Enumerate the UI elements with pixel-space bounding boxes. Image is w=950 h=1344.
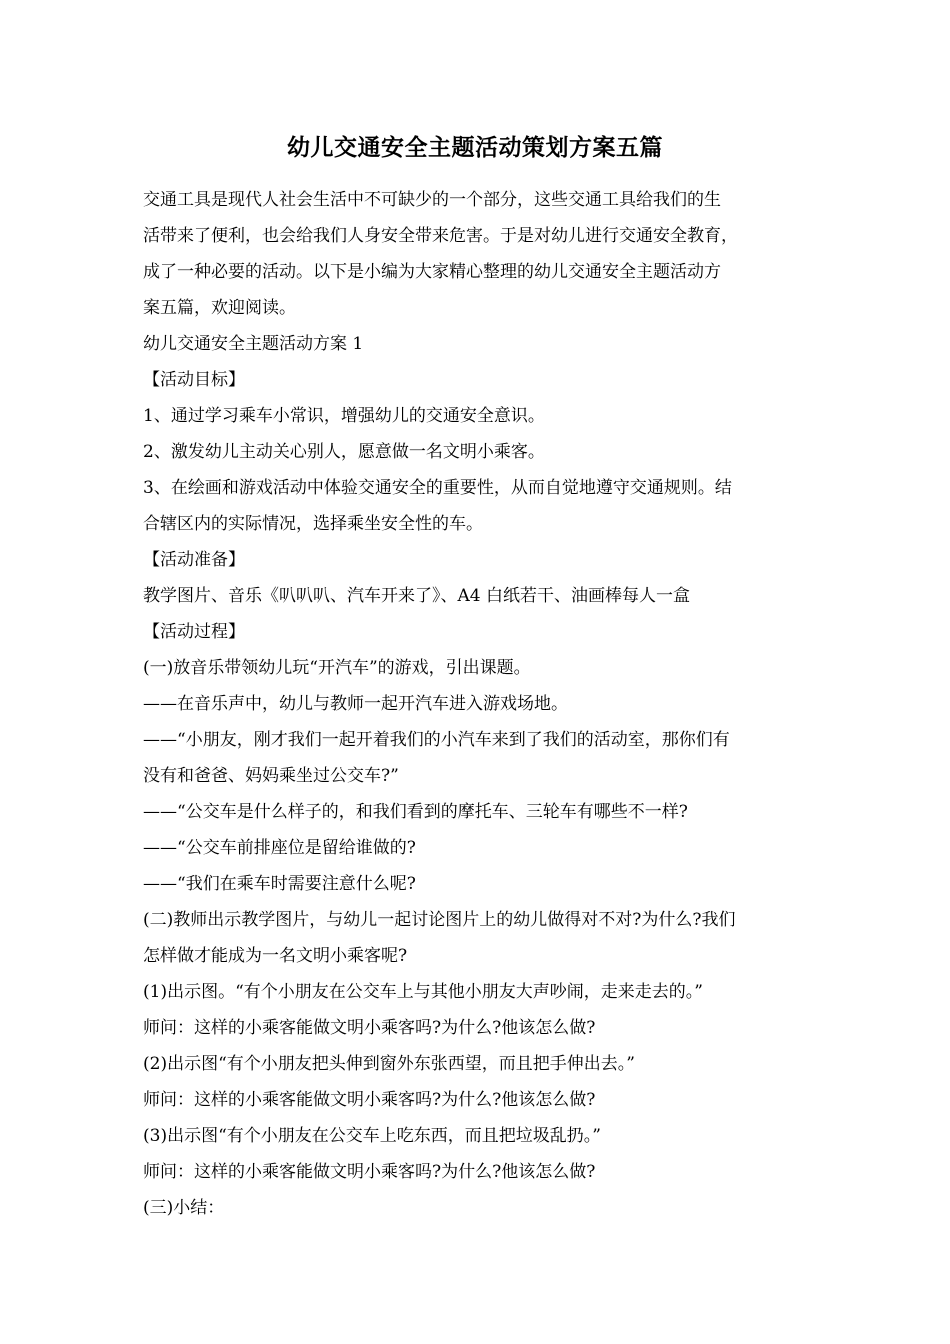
list-item: 2、激发幼儿主动关心别人，愿意做一名文明小乘客。 (143, 442, 545, 462)
paragraph-line: 活带来了便利，也会给我们人身安全带来危害。于是对幼儿进行交通安全教育， (143, 226, 738, 246)
paragraph-line: 师问：这样的小乘客能做文明小乘客吗?为什么?他该怎么做? (143, 1018, 596, 1038)
subsection-heading: 【活动过程】 (143, 622, 245, 642)
section-heading: 幼儿交通安全主题活动方案 1 (143, 334, 364, 354)
paragraph-line: ——“我们在乘车时需要注意什么呢? (143, 874, 416, 894)
paragraph-line: ——“公交车是什么样子的，和我们看到的摩托车、三轮车有哪些不一样? (143, 802, 688, 822)
document-body (143, 182, 811, 1226)
paragraph-line: 案五篇，欢迎阅读。 (143, 298, 296, 318)
paragraph-line: ——“公交车前排座位是留给谁做的? (143, 838, 416, 858)
paragraph-line: (三)小结： (143, 1198, 225, 1218)
paragraph-line: ——在音乐声中，幼儿与教师一起开汽车进入游戏场地。 (143, 694, 568, 714)
subsection-heading: 【活动准备】 (143, 550, 245, 570)
document-title: 幼儿交通安全主题活动策划方案五篇 (287, 134, 663, 161)
paragraph-line: 教学图片、音乐《叭叭叭、汽车开来了》、A4 白纸若干、油画棒每人一盒 (143, 586, 690, 606)
list-item: 1、通过学习乘车小常识，增强幼儿的交通安全意识。 (143, 406, 545, 426)
paragraph-line: (3)出示图“有个小朋友在公交车上吃东西，而且把垃圾乱扔。” (143, 1126, 601, 1146)
paragraph-line: 师问：这样的小乘客能做文明小乘客吗?为什么?他该怎么做? (143, 1162, 596, 1182)
paragraph-line: 师问：这样的小乘客能做文明小乘客吗?为什么?他该怎么做? (143, 1090, 596, 1110)
paragraph-line: 没有和爸爸、妈妈乘坐过公交车?” (143, 766, 399, 786)
list-item: 3、在绘画和游戏活动中体验交通安全的重要性，从而自觉地遵守交通规则。结 (143, 478, 732, 498)
paragraph-line: (2)出示图“有个小朋友把头伸到窗外东张西望，而且把手伸出去。” (143, 1054, 635, 1074)
paragraph-line: 怎样做才能成为一名文明小乘客呢? (143, 946, 408, 966)
list-item-continuation: 合辖区内的实际情况，选择乘坐安全性的车。 (143, 514, 483, 534)
paragraph-line: 成了一种必要的活动。以下是小编为大家精心整理的幼儿交通安全主题活动方 (143, 262, 721, 282)
paragraph-line: (二)教师出示教学图片，与幼儿一起讨论图片上的幼儿做得对不对?为什么?我们 (143, 910, 736, 930)
paragraph-line: (1)出示图。“有个小朋友在公交车上与其他小朋友大声吵闹，走来走去的。” (143, 982, 703, 1002)
subsection-heading: 【活动目标】 (143, 370, 245, 390)
paragraph-line: 交通工具是现代人社会生活中不可缺少的一个部分，这些交通工具给我们的生 (143, 190, 721, 210)
paragraph-line: (一)放音乐带领幼儿玩“开汽车”的游戏，引出课题。 (143, 658, 531, 678)
paragraph-line: ——“小朋友，刚才我们一起开着我们的小汽车来到了我们的活动室，那你们有 (143, 730, 730, 750)
